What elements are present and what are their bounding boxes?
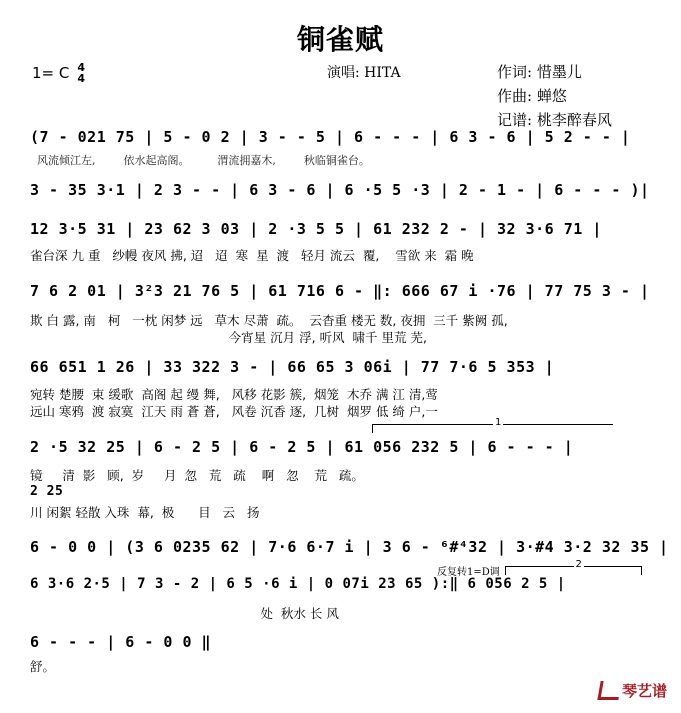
notation-line-6: 2 ·5 32 25 | 6 - 2 5 | 6 - 2 5 | 61 056 232 5 | 6 - - - |	[30, 438, 574, 456]
first-ending-bracket	[372, 417, 613, 433]
singer-credit: 演唱: HITA	[327, 65, 401, 81]
volta-number: 2	[575, 559, 582, 570]
notation-line-8: 6 3·6 2·5 | 7 3 - 2 | 6 5 ·6 i | 0 07i 23 65 ):‖ 6 056 2 5 |	[30, 576, 566, 592]
key-change-annotation: 反复转1=D调	[437, 567, 500, 578]
notation-line-2: 3 - 35 3·1 | 2 3 - - | 6 3 - 6 | 6 ·5 5 ·3 | 2 - 1 - | 6 - - - )|	[30, 181, 650, 199]
notation-line-9: 6 - - - | 6 - 0 0 ‖	[30, 633, 212, 651]
logo-mark-icon	[597, 681, 621, 700]
credits-block	[497, 60, 612, 132]
lyric-line-3: 雀台深 九 重 纱幔 夜风 拂, 迢 迢 寒 星 渡 轻月 流云 覆, 雪欲 来 霜 晚	[30, 248, 474, 263]
site-logo	[599, 680, 667, 701]
second-ending-bracket	[505, 559, 642, 575]
lyric-line-5b: 远山 寒鸦 渡 寂寞 江天 雨 蒼 蒼, 风卷 沉香 逐, 几树 烟罗 低 绮 户,一	[30, 404, 438, 419]
lyric-line-1: 风流倾江左, 依水起高阁。 渭流拥嘉木, 秋临铜雀台。	[30, 154, 370, 167]
notation-line-3: 12 3·5 31 | 23 62 3 03 | 2 ·3 5 5 | 61 232 2 - | 32 3·6 71 |	[30, 220, 602, 238]
time-sig-top: 4	[77, 61, 86, 74]
transcriber-credit: 记谱: 桃李醉春风	[497, 111, 612, 129]
lyric-line-5a: 宛转 楚腰 束 缓歌 高阁 起 缦 舞, 风移 花影 簇, 烟笼 木乔 满 江 清,莺	[30, 387, 438, 402]
notation-line-4: 7 6 2 01 | 3²3 21 76 5 | 61 716 6 - ‖: 666 67 i ·76 | 77 75 3 - |	[30, 282, 650, 300]
lyric-line-4a: 欺 白 露, 南 柯 一枕 闲梦 远 草木 尽萧 疏。 云杳重 楼无 数, 夜拥 三千 紫阙 孤,	[30, 313, 508, 328]
composer-credit: 作曲: 蝉悠	[497, 87, 567, 105]
notation-line-1: (7 - 021 75 | 5 - 0 2 | 3 - - 5 | 6 - - - | 6 3 - 6 | 5 2 - - |	[30, 128, 631, 146]
lyric-line-4b: 今宵星 沉月 浮, 听风 啸千 里荒 芜,	[30, 330, 427, 345]
key-label: 1= C	[32, 64, 70, 82]
sheet-title: 铜雀赋	[296, 23, 384, 56]
lyricist-credit: 作词: 惜墨儿	[497, 63, 582, 81]
notation-line-7: 6 - 0 0 | (3 6 0235 62 | 7·6 6·7 i | 3 6 - ⁶#⁴32 | 3·#4 3·2 32 35 |	[30, 538, 669, 556]
notation-line-5: 66 651 1 26 | 33 322 3 - | 66 65 3 06i | 77 7·6 5 353 |	[30, 358, 555, 376]
lyric-line-8: 处 秋水 长 风	[30, 606, 339, 621]
lyric-line-6b: 川 闲絮 轻散 入珠 幕, 极 目 云 扬	[30, 505, 260, 520]
logo-text: 琴艺谱	[621, 682, 667, 700]
volta-number: 1	[495, 417, 502, 428]
lyric-line-6a: 镜 清 影 顾, 岁 月 忽 荒 疏 啊 忽 荒 疏。	[30, 468, 364, 483]
time-sig-bottom: 4	[77, 72, 86, 85]
time-signature	[77, 62, 85, 84]
lyric-line-9: 舒。	[30, 659, 56, 674]
alt-notation-line-6: 2 25	[30, 484, 64, 499]
key-signature	[32, 62, 85, 84]
